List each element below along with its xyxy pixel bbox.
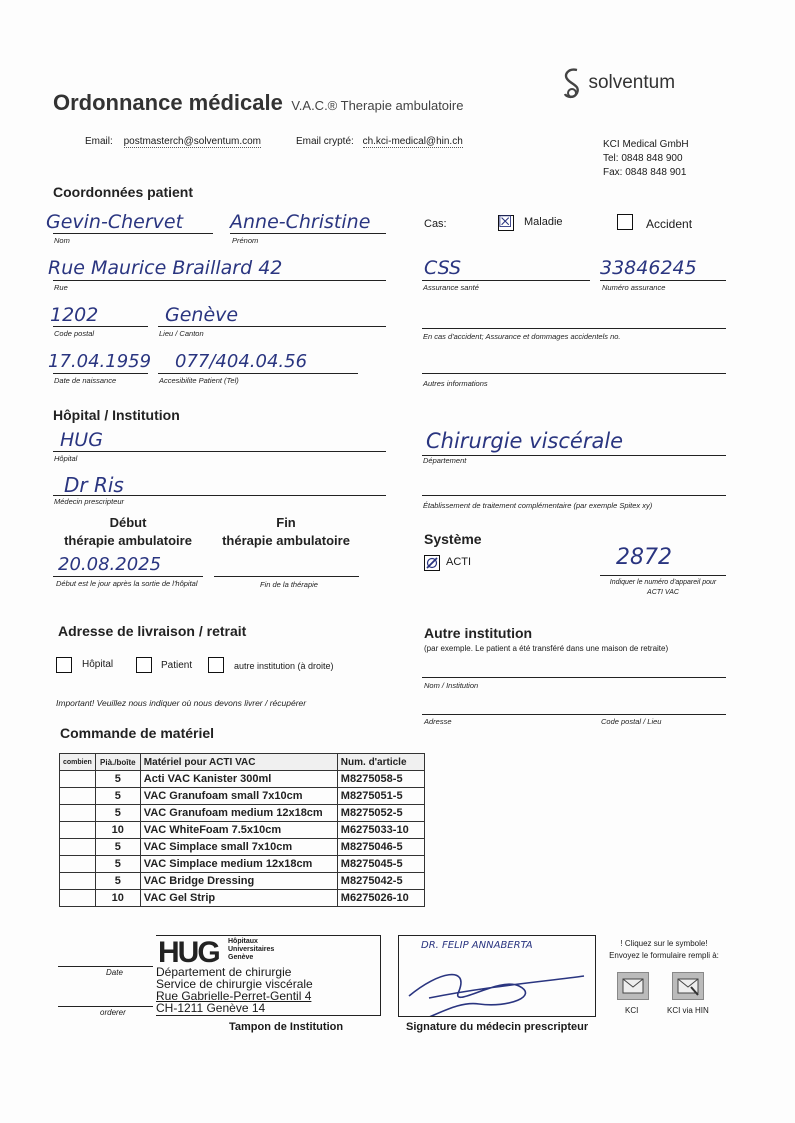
pieces-cell: 5: [95, 839, 140, 856]
appareil-label-2: ACTI VAC: [647, 589, 679, 596]
kci-label: KCI: [625, 1006, 639, 1015]
company-name: KCI Medical GmbH: [603, 139, 689, 150]
patient-code-postal[interactable]: 1202: [50, 304, 99, 326]
stamp-line-2: Universitaires: [228, 946, 275, 953]
departement-label: Département: [423, 456, 467, 465]
table-row: [60, 771, 425, 788]
autre-institution-heading: Autre institution: [424, 625, 533, 641]
col-materiel: Matériel pour ACTI VAC: [140, 754, 337, 771]
livraison-patient-checkbox[interactable]: [136, 657, 152, 673]
stamp-line-1: Hôpitaux: [228, 938, 258, 945]
autre-code-label: Code postal / Lieu: [601, 717, 662, 726]
col-article: Num. d'article: [337, 754, 424, 771]
kci-mail-button[interactable]: [617, 972, 649, 1000]
solventum-icon: [560, 66, 584, 100]
qty-cell[interactable]: [60, 873, 96, 890]
email-row: [85, 136, 261, 147]
acti-checkbox[interactable]: [424, 555, 440, 571]
email-link[interactable]: postmasterch@solventum.com: [123, 136, 261, 147]
table-row: [60, 788, 425, 805]
hug-name: [228, 938, 274, 962]
orderer-label: orderer: [100, 1008, 126, 1017]
kci-hin-button[interactable]: [672, 972, 704, 1000]
naissance-label: Date de naissance: [54, 376, 117, 385]
nom-label: Nom: [54, 236, 70, 245]
materiel-cell: VAC WhiteFoam 7.5x10cm: [140, 822, 337, 839]
fin-heading-2: thérapie ambulatoire: [222, 533, 350, 548]
stamp-label: Tampon de Institution: [229, 1021, 344, 1033]
debut-heading: [58, 514, 198, 550]
qty-cell[interactable]: [60, 788, 96, 805]
article-cell: M8275052-5: [337, 805, 424, 822]
pieces-cell: 5: [95, 771, 140, 788]
autre-adresse-label: Adresse: [424, 717, 452, 726]
appareil-numero-label: [598, 578, 728, 598]
click-line-1: ! Cliquez sur le symbole!: [620, 939, 708, 948]
article-cell: M6275033-10: [337, 822, 424, 839]
brand-logo: [560, 66, 675, 100]
institution-stamp: [156, 935, 381, 1016]
article-cell: M8275046-5: [337, 839, 424, 856]
pieces-cell: 10: [95, 822, 140, 839]
envelope-icon: [618, 973, 648, 999]
livraison-patient-label: Patient: [161, 660, 193, 671]
departement-value[interactable]: Chirurgie viscérale: [426, 429, 624, 453]
accident-label: Accident: [646, 217, 693, 231]
materiel-cell: VAC Granufoam medium 12x18cm: [140, 805, 337, 822]
article-cell: M8275051-5: [337, 788, 424, 805]
company-fax: Fax: 0848 848 901: [603, 167, 687, 178]
signature-scribble-icon: [399, 936, 595, 1016]
debut-label: Début est le jour après la sortie de l'hôpital: [56, 579, 198, 588]
materiel-cell: VAC Gel Strip: [140, 890, 337, 907]
email-crypt-link[interactable]: ch.kci-medical@hin.ch: [362, 136, 463, 147]
autres-info-label: Autres informations: [423, 379, 488, 388]
subtitle-text: V.A.C.® Therapie ambulatoire: [291, 98, 464, 113]
materiel-cell: VAC Granufoam small 7x10cm: [140, 788, 337, 805]
commande-heading: Commande de matériel: [60, 725, 215, 741]
systeme-heading: Système: [424, 531, 482, 547]
materiel-cell: VAC Bridge Dressing: [140, 873, 337, 890]
signature-box[interactable]: [398, 935, 596, 1017]
col-pieces: Pià./boîte: [95, 754, 140, 771]
patient-prenom[interactable]: Anne-Christine: [230, 211, 371, 233]
stamp-dept: Département de chirurgie: [156, 965, 292, 979]
appareil-label-1: Indiquer le numéro d'appareil pour: [609, 579, 717, 586]
stamp-line-3: Genève: [228, 954, 254, 961]
code-postal-label: Code postal: [54, 329, 95, 338]
accident-info-label: En cas d'accident; Assurance et dommages accidentels no.: [423, 332, 621, 341]
company-info: [603, 138, 689, 180]
pieces-cell: 10: [95, 890, 140, 907]
fin-heading: [216, 514, 356, 550]
qty-cell[interactable]: [60, 822, 96, 839]
assurance-label: Assurance santé: [423, 283, 479, 292]
email-crypt-label: Email crypté:: [296, 136, 354, 147]
maladie-label: Maladie: [524, 216, 563, 228]
cas-label: Cas:: [424, 218, 447, 230]
signature-name: DR. FELIP ANNABERTA: [421, 940, 533, 951]
article-cell: M8275045-5: [337, 856, 424, 873]
stamp-address: [156, 966, 313, 1014]
debut-heading-1: Début: [109, 515, 147, 530]
tel-label: Accesibilite Patient (Tel): [159, 376, 239, 385]
pieces-cell: 5: [95, 873, 140, 890]
autre-nom-label: Nom / Institution: [424, 681, 479, 690]
hug-logo: HUG: [158, 936, 219, 969]
hopital-heading: Hôpital / Institution: [53, 407, 180, 423]
materiel-header-row: [60, 754, 425, 771]
livraison-heading: Adresse de livraison / retrait: [58, 623, 247, 639]
brand-name: solventum: [588, 72, 676, 93]
article-cell: M6275026-10: [337, 890, 424, 907]
article-cell: M8275042-5: [337, 873, 424, 890]
stamp-cp: CH-1211 Genève 14: [156, 1001, 266, 1015]
qty-cell[interactable]: [60, 805, 96, 822]
col-combien: combien: [60, 754, 96, 771]
pieces-cell: 5: [95, 805, 140, 822]
pieces-cell: 5: [95, 788, 140, 805]
stamp-rue: Rue Gabrielle-Perret-Gentil 4: [156, 989, 312, 1003]
patient-nom[interactable]: Gevin-Chervet: [46, 211, 184, 233]
table-row: [60, 856, 425, 873]
table-row: [60, 805, 425, 822]
livraison-hopital-checkbox[interactable]: [56, 657, 72, 673]
title-text: Ordonnance médicale: [53, 90, 283, 115]
table-row: [60, 839, 425, 856]
appareil-numero-value[interactable]: 2872: [616, 545, 672, 570]
click-line-2: Envoyez le formulaire rempli à:: [609, 951, 719, 960]
envelope-hin-icon: [673, 973, 703, 999]
form-title: [53, 90, 464, 116]
lieu-label: Lieu / Canton: [159, 329, 204, 338]
qty-cell[interactable]: [60, 890, 96, 907]
date-label: Date: [106, 968, 123, 977]
qty-cell[interactable]: [60, 856, 96, 873]
materiel-table: [59, 753, 425, 907]
table-row: [60, 822, 425, 839]
hopital-label: Hôpital: [54, 454, 78, 463]
qty-cell[interactable]: [60, 771, 96, 788]
numero-assurance-value[interactable]: 33846245: [600, 257, 697, 279]
table-row: [60, 890, 425, 907]
important-note: Important! Veuillez nous indiquer où nous devons livrer / récupérer: [56, 698, 307, 708]
materiel-cell: VAC Simplace small 7x10cm: [140, 839, 337, 856]
medecin-value[interactable]: Dr Ris: [64, 473, 124, 497]
company-tel: Tel: 0848 848 900: [603, 153, 683, 164]
email-label: Email:: [85, 136, 113, 147]
maladie-checkbox[interactable]: [498, 215, 514, 231]
kci-hin-label: KCI via HIN: [667, 1006, 709, 1015]
medecin-label: Médecin prescripteur: [54, 497, 125, 506]
assurance-value[interactable]: CSS: [424, 257, 462, 279]
hopital-value[interactable]: HUG: [60, 429, 103, 451]
signature-label: Signature du médecin prescripteur: [406, 1021, 589, 1033]
table-row: [60, 873, 425, 890]
prenom-label: Prénom: [232, 236, 259, 245]
patient-lieu[interactable]: Genève: [165, 304, 239, 326]
fin-label: Fin de la thérapie: [260, 580, 318, 589]
livraison-autre-label: autre institution (à droite): [234, 661, 334, 671]
debut-value[interactable]: 20.08.2025: [58, 554, 162, 575]
patient-heading: Coordonnées patient: [53, 184, 194, 200]
accident-checkbox[interactable]: [617, 214, 633, 230]
article-cell: M8275058-5: [337, 771, 424, 788]
acti-label: ACTI: [446, 556, 472, 568]
numero-assurance-label: Numéro assurance: [602, 283, 666, 292]
autre-institution-desc: (par exemple. Le patient a été transféré dans une maison de retraite): [424, 644, 669, 653]
debut-heading-2: thérapie ambulatoire: [64, 533, 192, 548]
email-crypt-row: [296, 136, 463, 147]
maladie-check-mark: ☒: [498, 214, 513, 231]
etablissement-label: Établissement de traitement complémentaire (par exemple Spitex xy): [423, 501, 653, 510]
materiel-cell: Acti VAC Kanister 300ml: [140, 771, 337, 788]
checkmark-icon: [425, 556, 439, 570]
patient-naissance[interactable]: 17.04.1959: [48, 351, 152, 372]
fin-heading-1: Fin: [276, 515, 296, 530]
qty-cell[interactable]: [60, 839, 96, 856]
patient-rue[interactable]: Rue Maurice Braillard 42: [48, 257, 283, 279]
livraison-hopital-label: Hôpital: [82, 659, 114, 670]
send-instructions: [604, 938, 724, 962]
patient-tel[interactable]: 077/404.04.56: [175, 351, 308, 372]
materiel-cell: VAC Simplace medium 12x18cm: [140, 856, 337, 873]
stamp-service: Service de chirurgie viscérale: [156, 977, 313, 991]
rue-label: Rue: [54, 283, 68, 292]
pieces-cell: 5: [95, 856, 140, 873]
livraison-autre-checkbox[interactable]: [208, 657, 224, 673]
